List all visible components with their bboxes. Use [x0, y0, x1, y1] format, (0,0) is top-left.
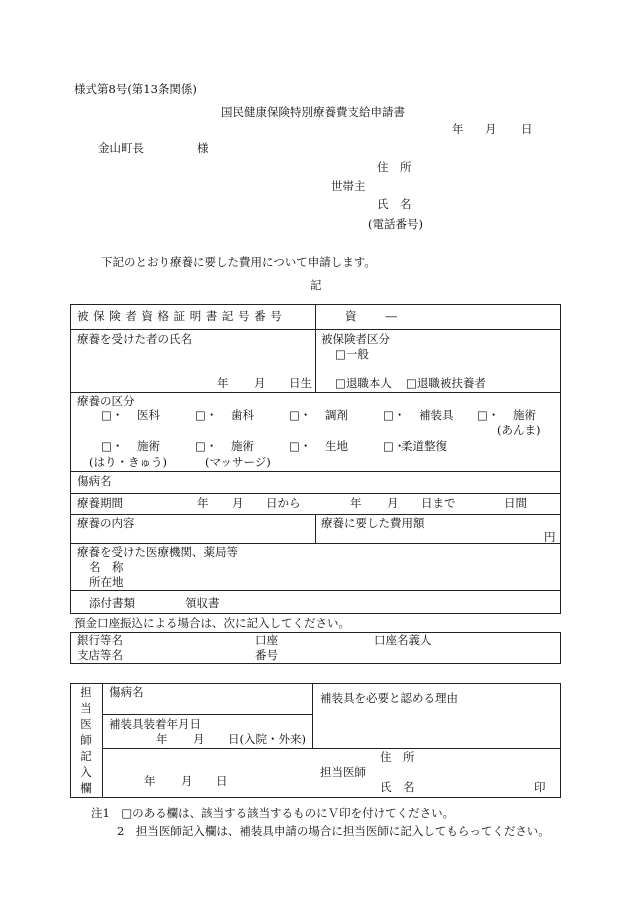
birth-day-field[interactable]: 日生: [289, 376, 312, 390]
type-medical-checkbox[interactable]: □・: [101, 408, 124, 422]
period-to-year-field[interactable]: 年: [350, 496, 362, 510]
anma-note: (あんま): [497, 423, 541, 437]
period-days-field[interactable]: 日間: [504, 496, 527, 510]
type-orthosis-checkbox[interactable]: □・: [383, 408, 406, 422]
treatment-type-label: 療養の区分: [77, 394, 135, 408]
institution-label: 療養を受けた医療機関、薬局等: [77, 545, 238, 559]
type-pharmacy-label: 調剤: [325, 408, 348, 422]
type-dental-checkbox[interactable]: □・: [195, 408, 218, 422]
fitted-date-label: 補装具装着年月日: [109, 717, 201, 731]
addressee-honorific: 様: [197, 141, 209, 155]
harikyu-note: (はり・きゅう): [89, 455, 167, 469]
category-general-checkbox[interactable]: □一般: [335, 347, 369, 361]
attending-doctor-label: 担当医師: [320, 765, 366, 779]
period-from-year-field[interactable]: 年: [197, 496, 209, 510]
institution-name-field[interactable]: 名 称: [89, 560, 124, 574]
type-dental-label: 歯科: [231, 408, 254, 422]
period-label: 療養期間: [77, 496, 123, 510]
type-anma-checkbox[interactable]: □・: [477, 408, 500, 422]
note-2: 2 担当医師記入欄は、補装具申請の場合に担当医師に記入してもらってください。: [117, 824, 550, 838]
applicant-name-field[interactable]: 氏 名: [377, 197, 412, 211]
account-label: 口座: [255, 633, 278, 647]
applicant-address-field[interactable]: 住 所: [377, 160, 412, 174]
type-fabric-checkbox[interactable]: □・: [289, 439, 312, 453]
date-year-field[interactable]: 年: [452, 122, 464, 136]
cert-number-field[interactable]: 資 ―: [345, 309, 399, 323]
type-medical-label: 医科: [137, 408, 160, 422]
note-1: 注1 □のある欄は、該当する該当するものにＶ印を付けてください。: [91, 806, 455, 820]
type-massage-checkbox[interactable]: □・: [195, 439, 218, 453]
branch-name-field[interactable]: 支店等名: [77, 648, 123, 662]
treatment-content-label: 療養の内容: [77, 516, 135, 530]
fitted-month-field[interactable]: 月: [193, 732, 205, 746]
attachment-label: 添付書類: [89, 596, 135, 610]
period-to-day-field[interactable]: 日まで: [421, 496, 456, 510]
insured-category-label: 被保険者区分: [321, 332, 390, 346]
form-number: 様式第8号(第13条関係): [74, 82, 197, 96]
cost-label: 療養に要した費用額: [321, 516, 425, 530]
ki-heading: 記: [310, 278, 322, 292]
doctor-section-side-label: 担 当 医 師 記 入 欄: [80, 685, 92, 795]
type-fabric-label: 生地: [325, 439, 348, 453]
fitted-year-field[interactable]: 年: [156, 732, 168, 746]
category-retiree-dependent-checkbox[interactable]: □退職被扶養者: [406, 376, 486, 390]
doctor-address-field[interactable]: 住 所: [380, 750, 415, 764]
sign-year-field[interactable]: 年: [144, 774, 156, 788]
applicant-phone-field[interactable]: (電話番号): [368, 217, 423, 231]
attachment-value: 領収書: [185, 596, 220, 610]
institution-address-field[interactable]: 所在地: [89, 575, 124, 589]
type-judo-label: 柔道整復: [401, 439, 447, 453]
sign-month-field[interactable]: 月: [181, 774, 193, 788]
massage-note: (マッサージ): [205, 455, 271, 469]
bank-instruction: 預金口座振込による場合は、次に記入してください。: [74, 616, 350, 630]
birth-month-field[interactable]: 月: [254, 376, 266, 390]
account-number-field[interactable]: 番号: [255, 648, 278, 662]
patient-name-label: 療養を受けた者の氏名: [77, 332, 192, 346]
orthosis-reason-label: 補装具を必要と認める理由: [320, 691, 458, 705]
fitted-day-field[interactable]: 日(入院・外来): [228, 732, 306, 746]
intro-text: 下記のとおり療養に要した費用について申請します。: [101, 255, 376, 269]
householder-label: 世帯主: [331, 179, 366, 193]
cost-yen-field[interactable]: 円: [544, 530, 556, 544]
bank-name-field[interactable]: 銀行等名: [77, 633, 123, 647]
date-month-field[interactable]: 月: [485, 122, 497, 136]
account-holder-field[interactable]: 口座名義人: [374, 633, 432, 647]
doctor-seal: 印: [534, 780, 546, 794]
addressee: 金山町長: [98, 141, 144, 155]
date-day-field[interactable]: 日: [521, 122, 533, 136]
birth-year-field[interactable]: 年: [217, 376, 229, 390]
injury-label: 傷病名: [77, 474, 112, 488]
cert-number-label: 被保険者資格証明書記号番号: [77, 309, 287, 323]
type-massage-label: 施術: [231, 439, 254, 453]
period-from-day-field[interactable]: 日から: [266, 496, 301, 510]
sign-day-field[interactable]: 日: [216, 774, 228, 788]
type-pharmacy-checkbox[interactable]: □・: [289, 408, 312, 422]
period-from-month-field[interactable]: 月: [232, 496, 244, 510]
form-title: 国民健康保険特別療養費支給申請書: [221, 105, 405, 119]
period-to-month-field[interactable]: 月: [387, 496, 399, 510]
type-harikyu-label: 施術: [137, 439, 160, 453]
category-retiree-checkbox[interactable]: □退職本人: [335, 376, 392, 390]
type-harikyu-checkbox[interactable]: □・: [101, 439, 124, 453]
type-judo-checkbox[interactable]: □・: [383, 439, 406, 453]
doctor-injury-label: 傷病名: [109, 685, 144, 699]
doctor-name-field[interactable]: 氏 名: [380, 780, 415, 794]
bank-table: [70, 632, 561, 664]
type-orthosis-label: 補装具: [419, 408, 454, 422]
type-anma-label: 施術: [513, 408, 536, 422]
